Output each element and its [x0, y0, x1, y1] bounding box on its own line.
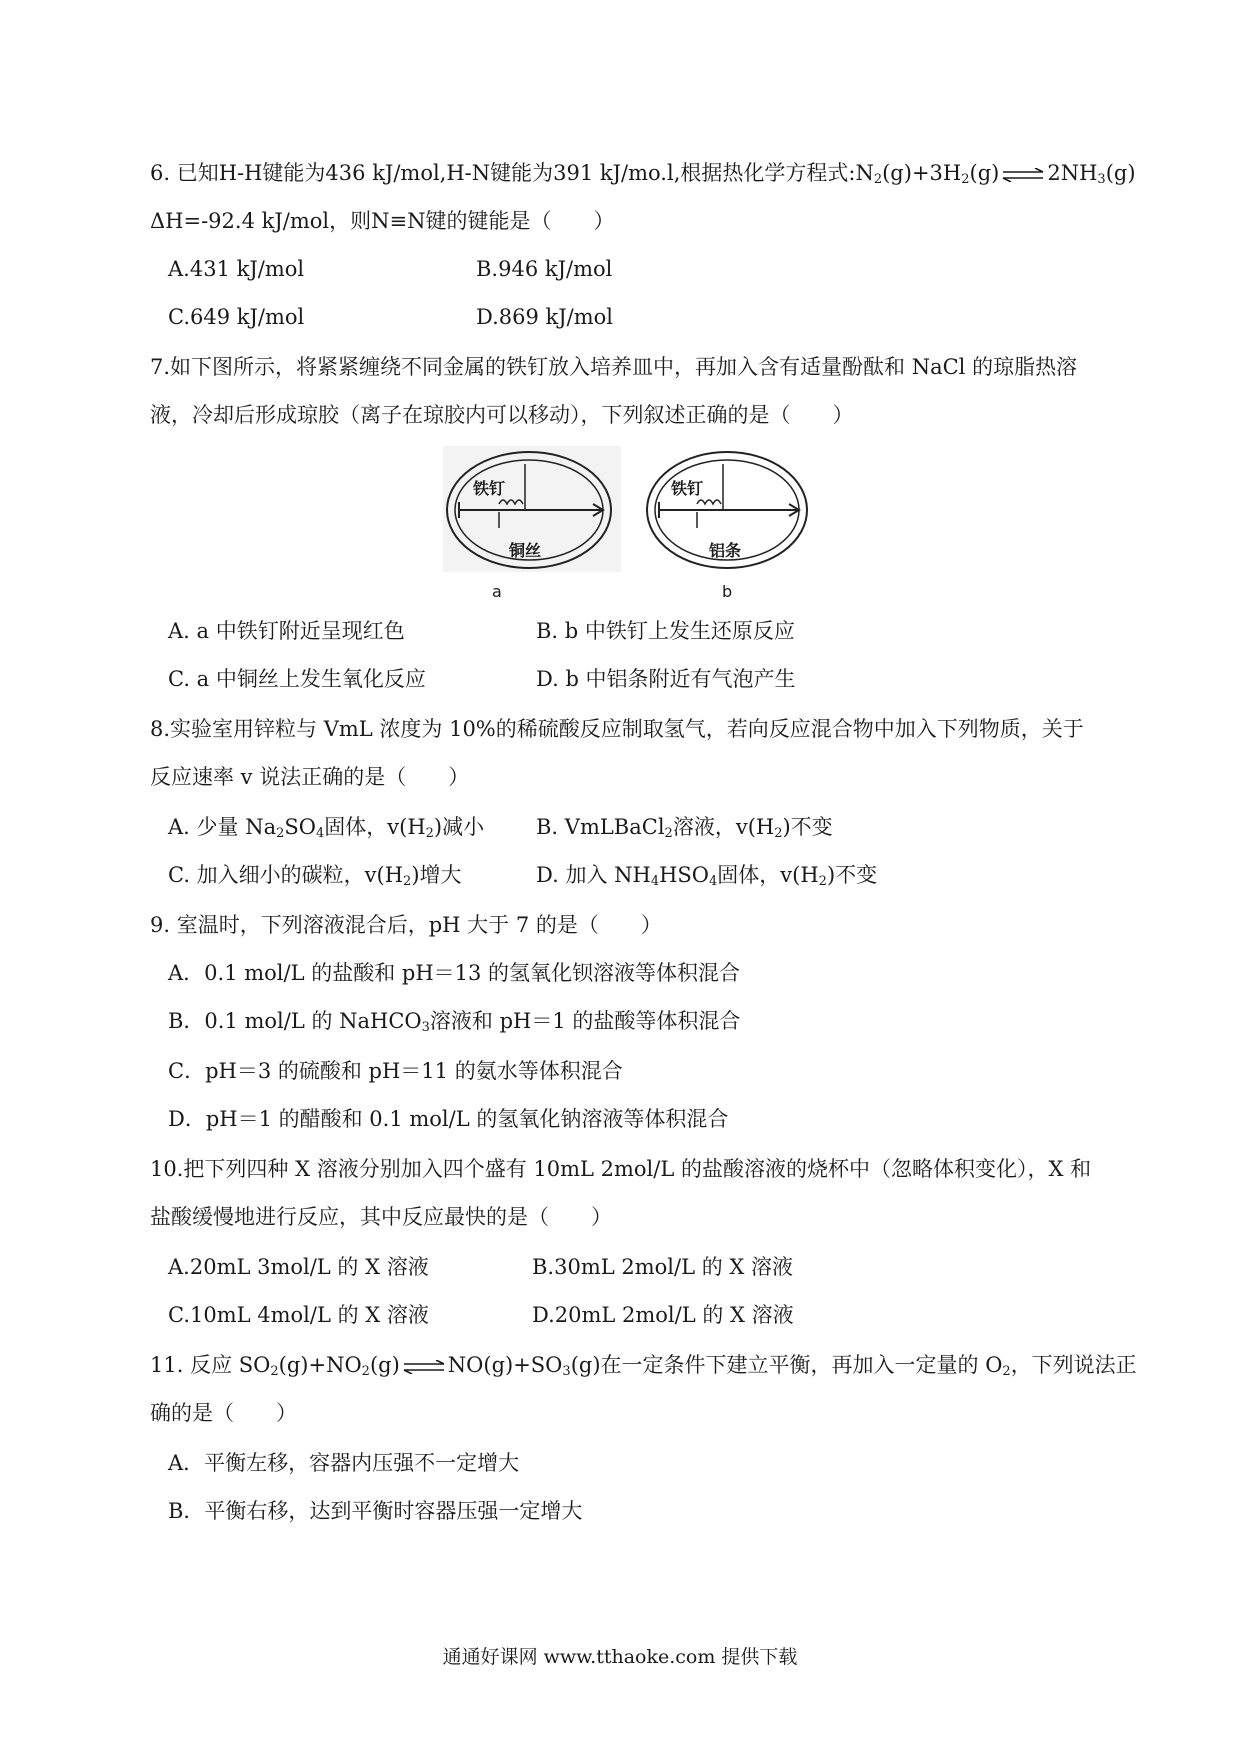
- text: A. 少量 Na: [168, 815, 277, 839]
- q6-text: (g): [969, 161, 1000, 185]
- q6-option-c: C.649 kJ/mol: [168, 305, 305, 329]
- copper-wire-label: 铜丝: [509, 541, 542, 560]
- sub: 2: [873, 172, 883, 187]
- sub: 2: [270, 1364, 279, 1379]
- q10-option-b: B.30mL 2mol/L 的 X 溶液: [532, 1255, 793, 1279]
- sub: 4: [650, 874, 660, 889]
- aluminum-strip-label: 铝条: [709, 541, 742, 560]
- q7-option-a: A. a 中铁钉附近呈现红色: [168, 619, 405, 643]
- text: 固体，v(H: [717, 863, 819, 887]
- text: (g): [369, 1353, 400, 1377]
- text: D. 加入 NH: [536, 863, 651, 887]
- q6-text: (g)+3H: [882, 161, 962, 185]
- sub: 2: [1002, 1364, 1011, 1379]
- text: (g)+NO: [278, 1353, 362, 1377]
- text: )减小: [433, 815, 485, 839]
- text: SO: [284, 815, 316, 839]
- q10-line1: 10.把下列四种 X 溶液分别加入四个盛有 10mL 2mol/L 的盐酸溶液的烧杯中（忽略体积变化），X 和: [150, 1157, 1092, 1181]
- text: C. 加入细小的碳粒，v(H: [168, 863, 404, 887]
- q6-text: 2NH: [1047, 161, 1098, 185]
- q6-option-a: A.431 kJ/mol: [168, 257, 305, 281]
- q11-option-b: B．平衡右移，达到平衡时容器压强一定增大: [168, 1499, 583, 1523]
- text: )增大: [411, 863, 462, 887]
- text: B．0.1 mol/L 的 NaHCO: [168, 1009, 422, 1033]
- petri-dish-b: [643, 446, 811, 572]
- q10-option-a: A.20mL 3mol/L 的 X 溶液: [168, 1255, 429, 1279]
- q6-line2: ΔH=-92.4 kJ/mol，则N≡N键的键能是（ ）: [150, 209, 615, 233]
- q8-line2: 反应速率 v 说法正确的是（ ）: [150, 765, 470, 789]
- text: 溶液和 pH＝1 的盐酸等体积混合: [429, 1009, 741, 1033]
- figure-b-caption: b: [722, 582, 733, 601]
- text: 溶液，v(H: [672, 815, 775, 839]
- q7-line1: 7.如下图所示，将紧紧缠绕不同金属的铁钉放入培养皿中，再加入含有适量酚酞和 NaCl 的琼脂热溶: [150, 355, 1078, 379]
- q6-option-d: D.869 kJ/mol: [476, 305, 614, 329]
- q7-option-b: B. b 中铁钉上发生还原反应: [536, 619, 795, 643]
- q10-line2: 盐酸缓慢地进行反应，其中反应最快的是（ ）: [150, 1205, 612, 1229]
- petri-dish-a: [443, 446, 621, 572]
- sub: 2: [664, 826, 673, 841]
- nail-label: 铁钉: [671, 479, 704, 498]
- q8-option-d: [536, 860, 877, 890]
- q9-option-b: [168, 1006, 740, 1036]
- sub: 2: [818, 874, 827, 889]
- q6-text: (g): [1105, 161, 1136, 185]
- q8-option-c: [168, 860, 462, 890]
- text: )不变: [826, 863, 878, 887]
- q6-text: 6. 已知H-H键能为436 kJ/mol,H-N键能为391 kJ/mo.l,根据热化学方程式:N: [150, 161, 874, 185]
- sub: 2: [425, 826, 434, 841]
- q9-line1: 9. 室温时，下列溶液混合后，pH 大于 7 的是（ ）: [150, 913, 662, 937]
- text: 11. 反应 SO: [150, 1353, 271, 1377]
- nail-label: 铁钉: [473, 479, 506, 498]
- text: NO(g)+SO: [447, 1353, 563, 1377]
- q11-line1: [150, 1350, 1137, 1380]
- q8-option-b: [536, 812, 833, 842]
- figure-a-caption: a: [492, 582, 502, 601]
- q10-option-d: D.20mL 2mol/L 的 X 溶液: [532, 1303, 794, 1327]
- sub: 3: [1097, 172, 1106, 187]
- sub: 4: [709, 874, 718, 889]
- q11-line2: 确的是（ ）: [150, 1401, 297, 1425]
- sub: 3: [421, 1020, 430, 1035]
- q9-option-d: D．pH＝1 的醋酸和 0.1 mol/L 的氢氧化钠溶液等体积混合: [168, 1107, 729, 1131]
- q10-option-c: C.10mL 4mol/L 的 X 溶液: [168, 1303, 429, 1327]
- sub: 2: [774, 826, 783, 841]
- q9-option-c: C．pH＝3 的硫酸和 pH＝11 的氨水等体积混合: [168, 1059, 623, 1083]
- q6-option-b: B.946 kJ/mol: [476, 257, 613, 281]
- text: ，下列说法正: [1010, 1353, 1137, 1377]
- sub: 2: [961, 172, 970, 187]
- sub: 3: [562, 1364, 571, 1379]
- text: HSO: [659, 863, 710, 887]
- page-footer: 通通好课网 www.tthaoke.com 提供下载: [442, 1646, 798, 1668]
- q7-option-c: C. a 中铜丝上发生氧化反应: [168, 667, 426, 691]
- sub: 2: [403, 874, 412, 889]
- q7-option-d: D. b 中铝条附近有气泡产生: [536, 667, 796, 691]
- sub: 2: [361, 1364, 370, 1379]
- text: B. VmLBaCl: [536, 815, 665, 839]
- q9-option-a: A．0.1 mol/L 的盐酸和 pH＝13 的氢氧化钡溶液等体积混合: [168, 961, 741, 985]
- q7-line2: 液，冷却后形成琼胶（离子在琼胶内可以移动），下列叙述正确的是（ ）: [150, 403, 854, 427]
- text: )不变: [782, 815, 833, 839]
- q11-option-a: A．平衡左移，容器内压强不一定增大: [168, 1451, 520, 1475]
- equilibrium-arrow-icon: [402, 1360, 446, 1374]
- equilibrium-arrow-icon: [1001, 168, 1045, 182]
- text: (g)在一定条件下建立平衡，再加入一定量的 O: [570, 1353, 1003, 1377]
- q6-line1: [150, 158, 1136, 188]
- text: 固体，v(H: [324, 815, 426, 839]
- sub: 2: [276, 826, 285, 841]
- sub: 4: [315, 826, 325, 841]
- q8-line1: 8.实验室用锌粒与 VmL 浓度为 10%的稀硫酸反应制取氢气，若向反应混合物中加入下列物质，关于: [150, 717, 1084, 741]
- q8-option-a: [168, 812, 484, 842]
